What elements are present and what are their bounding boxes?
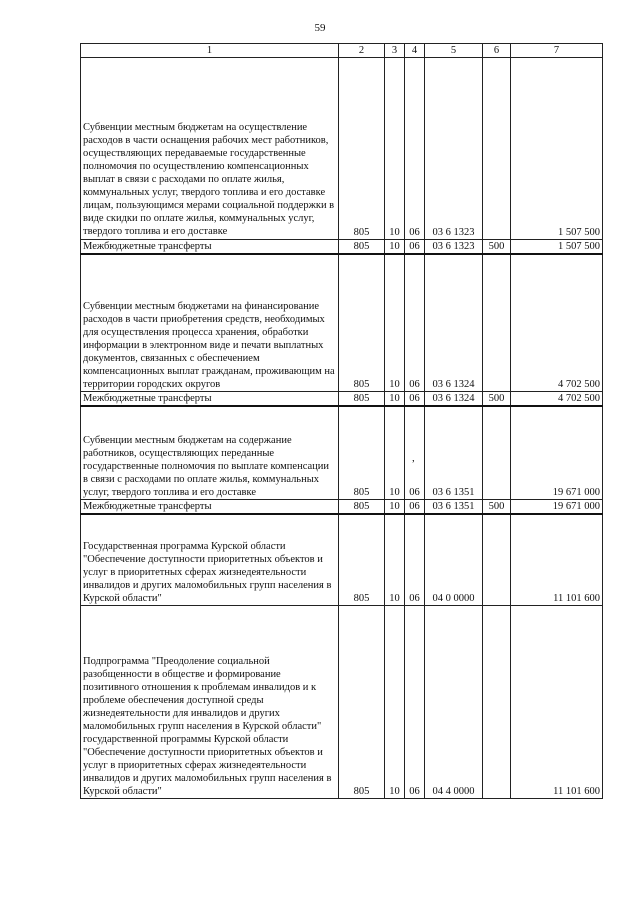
row-target-code: 04 0 0000	[425, 514, 483, 606]
row-expense-type	[483, 58, 511, 240]
row-section: 10	[385, 500, 405, 515]
header-row	[81, 44, 603, 58]
row-amount: 1 507 500	[511, 240, 603, 255]
row-amount: 11 101 600	[511, 514, 603, 606]
row-subsection: 06	[405, 240, 425, 255]
row-name: Межбюджетные трансферты	[81, 392, 339, 407]
row-subsection: 06	[405, 254, 425, 392]
row-ministry-code: 805	[339, 606, 385, 799]
header-col-7: 7	[511, 44, 603, 58]
row-target-code: 03 6 1324	[425, 392, 483, 407]
header-col-1: 1	[81, 44, 339, 58]
table-row	[81, 58, 603, 240]
row-subsection: 06	[405, 606, 425, 799]
row-ministry-code: 805	[339, 58, 385, 240]
row-expense-type: 500	[483, 240, 511, 255]
row-name: Межбюджетные трансферты	[81, 500, 339, 515]
row-section: 10	[385, 254, 405, 392]
table-row	[81, 500, 603, 515]
row-target-code: 03 6 1323	[425, 58, 483, 240]
row-expense-type	[483, 406, 511, 500]
page-number: 59	[314, 22, 326, 34]
row-section: 10	[385, 240, 405, 255]
table-row	[81, 240, 603, 255]
table-row	[81, 254, 603, 392]
row-amount: 4 702 500	[511, 254, 603, 392]
row-ministry-code: 805	[339, 500, 385, 515]
header-col-3: 3	[385, 44, 405, 58]
row-ministry-code: 805	[339, 254, 385, 392]
header-col-5: 5	[425, 44, 483, 58]
row-amount: 4 702 500	[511, 392, 603, 407]
row-expense-type	[483, 514, 511, 606]
row-subsection: 06	[405, 406, 425, 500]
row-name: Субвенции местным бюджетами на финансирование расходов в части приобретения средств, необходимых для осуществления процесса хранения, обработки информации в электронном виде и печати выплатных документов, связанных с обеспечением компенсационных выплат гражданам, проживающим на территории городских округов	[81, 254, 339, 392]
row-name: Подпрограмма "Преодоление социальной разобщенности в обществе и формирование позитивного отношения к проблемам инвалидов и к проблеме обеспечения доступной среды жизнедеятельности для инвалидов и других маломобильных групп населения в Курской области" государственной программы Курской области "Обеспечение доступности приоритетных объектов и услуг в приоритетных сферах жизнедеятельности инвалидов и других маломобильных групп населения в Курской области"	[81, 606, 339, 799]
row-name: Государственная программа Курской области "Обеспечение доступности приоритетных объектов и услуг в приоритетных сферах жизнедеятельности инвалидов и других маломобильных групп населения в Курской области"	[81, 514, 339, 606]
row-ministry-code: 805	[339, 406, 385, 500]
row-target-code: 03 6 1323	[425, 240, 483, 255]
row-target-code: 03 6 1351	[425, 500, 483, 515]
row-subsection: 06	[405, 392, 425, 407]
budget-table	[80, 43, 603, 799]
row-target-code: 03 6 1351	[425, 406, 483, 500]
row-expense-type: 500	[483, 392, 511, 407]
row-target-code: 03 6 1324	[425, 254, 483, 392]
stray-mark: ,	[412, 452, 415, 464]
row-section: 10	[385, 392, 405, 407]
row-amount: 1 507 500	[511, 58, 603, 240]
row-section: 10	[385, 606, 405, 799]
row-target-code: 04 4 0000	[425, 606, 483, 799]
row-amount: 19 671 000	[511, 406, 603, 500]
table-row	[81, 514, 603, 606]
row-section: 10	[385, 406, 405, 500]
row-subsection: 06	[405, 500, 425, 515]
row-ministry-code: 805	[339, 240, 385, 255]
row-section: 10	[385, 514, 405, 606]
row-expense-type	[483, 254, 511, 392]
row-name: Субвенции местным бюджетам на осуществление расходов в части оснащения рабочих мест работников, осуществляющих передаваемые государственные полномочия по осуществлению компенсационных выплат в связи с расходами по оплате жилья, коммунальных услуг, твердого топлива и его доставке лицам, пользующимся мерами социальной поддержки в виде скидки по оплате жилья, коммунальных услуг, твердого топлива и его доставке	[81, 58, 339, 240]
row-name: Межбюджетные трансферты	[81, 240, 339, 255]
row-subsection: 06	[405, 58, 425, 240]
row-section: 10	[385, 58, 405, 240]
table-row	[81, 606, 603, 799]
row-expense-type	[483, 606, 511, 799]
row-ministry-code: 805	[339, 514, 385, 606]
header-col-4: 4	[405, 44, 425, 58]
row-amount: 19 671 000	[511, 500, 603, 515]
row-subsection: 06	[405, 514, 425, 606]
row-amount: 11 101 600	[511, 606, 603, 799]
header-col-6: 6	[483, 44, 511, 58]
table-row	[81, 406, 603, 500]
table-row	[81, 392, 603, 407]
row-name: Субвенции местным бюджетам на содержание работников, осуществляющих переданные государственные полномочия по выплате компенсации в связи с расходами по оплате жилья, коммунальных услуг, твердого топлива и его доставке	[81, 406, 339, 500]
row-expense-type: 500	[483, 500, 511, 515]
header-col-2: 2	[339, 44, 385, 58]
row-ministry-code: 805	[339, 392, 385, 407]
